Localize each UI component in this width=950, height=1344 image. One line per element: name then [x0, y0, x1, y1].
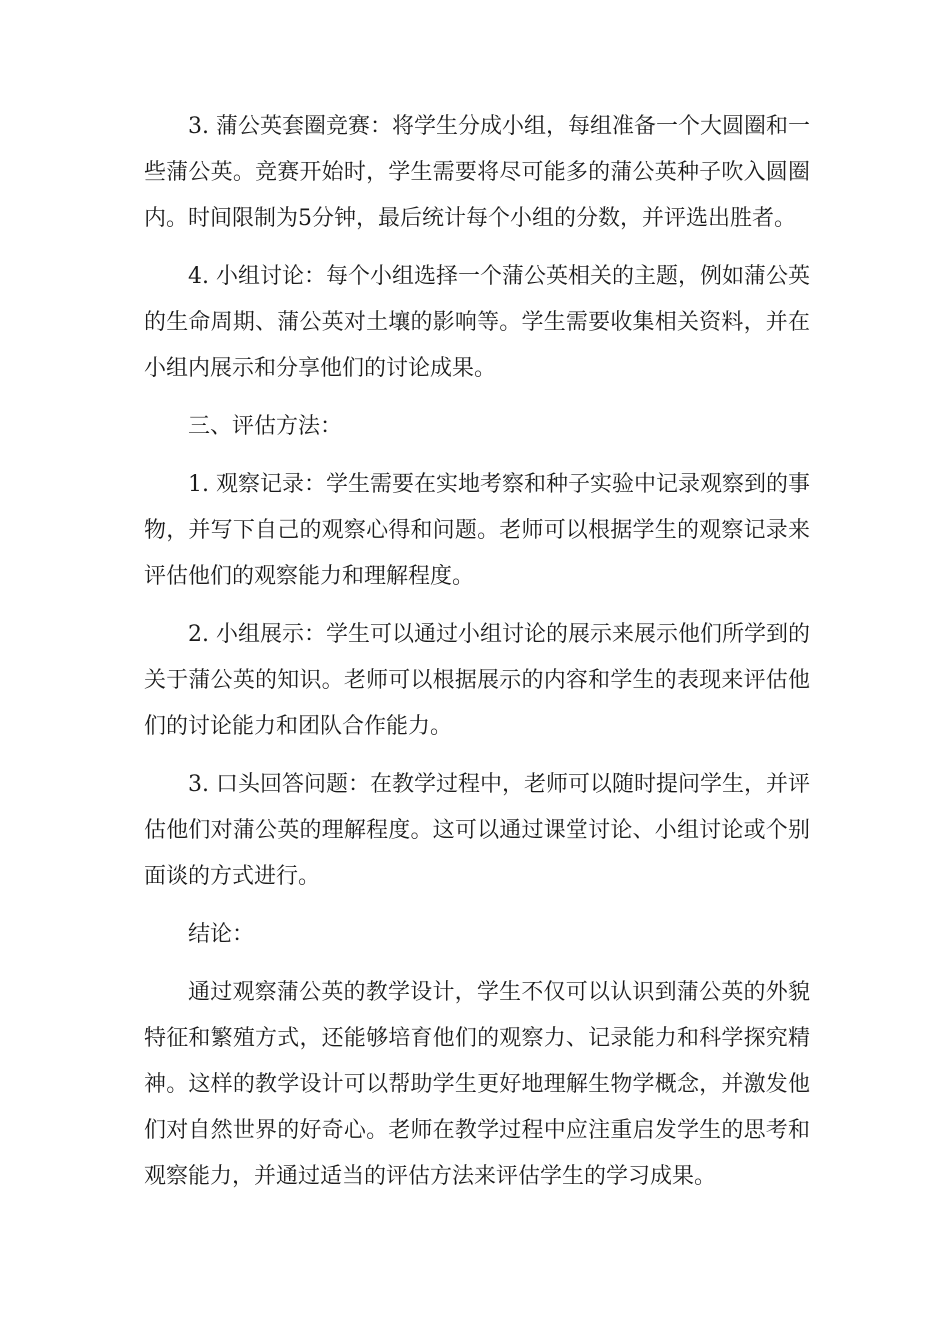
paragraph-eval-1-observation-record: 1. 观察记录：学生需要在实地考察和种子实验中记录观察到的事物，并写下自己的观察心得和问题。老师可以根据学生的观察记录来评估他们的观察能力和理解程度。: [144, 472, 810, 589]
paragraph-item-4-group-discussion: 4. 小组讨论：每个小组选择一个蒲公英相关的主题，例如蒲公英的生命周期、蒲公英对土壤的影响等。学生需要收集相关资料，并在小组内展示和分享他们的讨论成果。: [144, 264, 810, 381]
paragraph-eval-2-group-presentation: 2. 小组展示：学生可以通过小组讨论的展示来展示他们所学到的关于蒲公英的知识。老师可以根据展示的内容和学生的表现来评估他们的讨论能力和团队合作能力。: [144, 622, 810, 739]
section-heading-evaluation-methods: 三、评估方法：: [188, 414, 343, 439]
document-body: [144, 104, 810, 1212]
paragraph-eval-3-oral-questions: 3. 口头回答问题：在教学过程中，老师可以随时提问学生，并评估他们对蒲公英的理解程度。这可以通过课堂讨论、小组讨论或个别面谈的方式进行。: [144, 772, 810, 889]
section-heading-conclusion: 结论：: [188, 922, 255, 947]
paragraph-item-3-ring-contest: 3. 蒲公英套圈竞赛：将学生分成小组，每组准备一个大圆圈和一些蒲公英。竞赛开始时，学生需要将尽可能多的蒲公英种子吹入圆圈内。时间限制为5分钟，最后统计每个小组的分数，并评选出胜者。: [144, 114, 810, 231]
paragraph-conclusion-body: 通过观察蒲公英的教学设计，学生不仅可以认识到蒲公英的外貌特征和繁殖方式，还能够培育他们的观察力、记录能力和科学探究精神。这样的教学设计可以帮助学生更好地理解生物学概念，并激发他们对自然世界的好奇心。老师在教学过程中应注重启发学生的思考和观察能力，并通过适当的评估方法来评估学生的学习成果。: [144, 980, 810, 1189]
